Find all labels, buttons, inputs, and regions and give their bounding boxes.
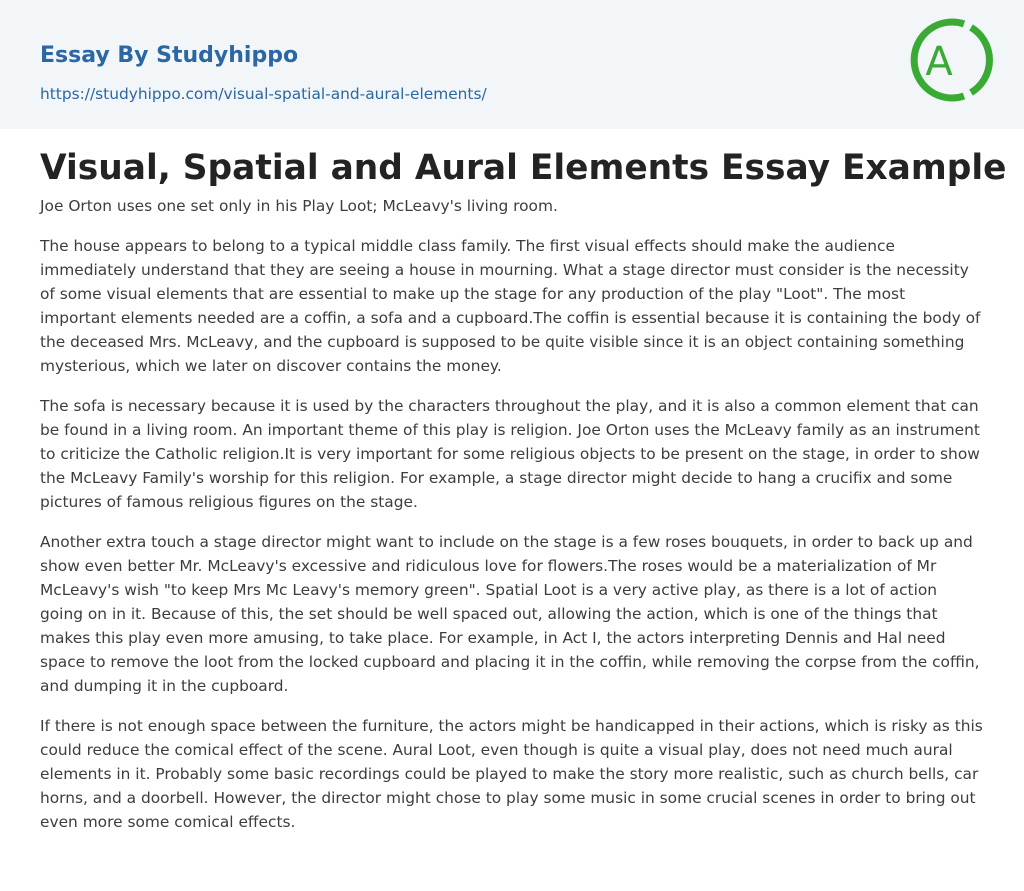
paragraph: The sofa is necessary because it is used by the characters throughout the play, and it is also a common element that can be found in a living room. An important theme of this play is religion. Joe Orton uses the McLeavy family as an instrument to criticize the Catholic religion.It is very important for some religious objects to be present on the stage, in order to show the McLeavy Family's worship for this religion. For example, a stage director might decide to hang a crucifix and some pictures of famous religious figures on the stage. (40, 397, 980, 511)
page-url-link[interactable]: https://studyhippo.com/visual-spatial-and-aural-elements/ (40, 85, 487, 103)
paragraph: The house appears to belong to a typical middle class family. The first visual effects should make the audience immediately understand that they are seeing a house in mourning. What a stage director must consider is the necessity of some visual elements that are essential to make up the stage for any production of the play "Loot". The most important elements needed are a coffin, a sofa and a cupboard.The coffin is essential because it is containing the body of the deceased Mrs. McLeavy, and the cupboard is supposed to be quite visible since it is an object containing something mysterious, which we later on discover contains the money. (40, 237, 981, 375)
paragraph: Another extra touch a stage director might want to include on the stage is a few roses bouquets, in order to back up and show even better Mr. McLeavy's excessive and ridiculous love for flowers.The roses would be a materialization of Mr McLeavy's wish "to keep Mrs Mc Leavy's memory green". Spatial Loot is a very active play, as there is a lot of action going on in it. Because of this, the set should be well spaced out, allowing the action, which is one of the things that makes this play even more amusing, to take place. For example, in Act I, the actors interpreting Dennis and Hal need space to remove the loot from the locked cupboard and placing it in the coffin, while removing the corpse from the coffin, and dumping it in the cupboard. (40, 533, 980, 695)
paragraph: If there is not enough space between the furniture, the actors might be handicapped in their actions, which is risky as this could reduce the comical effect of the scene. Aural Loot, even though is quite a visual play, does not need much aural elements in it. Probably some basic recordings could be played to make the story more realistic, such as church bells, car horns, and a doorbell. However, the director might chose to play some music in some crucial scenes in order to bring out even more some comical effects. (40, 717, 983, 831)
page-title: Visual, Spatial and Aural Elements Essay Example (40, 148, 1007, 188)
paragraph: Joe Orton uses one set only in his Play Loot; McLeavy's living room. (40, 197, 558, 215)
site-header (0, 0, 1024, 129)
logo-letter: A (925, 39, 953, 85)
studyhippo-logo-icon[interactable] (904, 14, 994, 110)
article (40, 129, 1007, 850)
site-brand[interactable]: Essay By Studyhippo (40, 43, 299, 68)
